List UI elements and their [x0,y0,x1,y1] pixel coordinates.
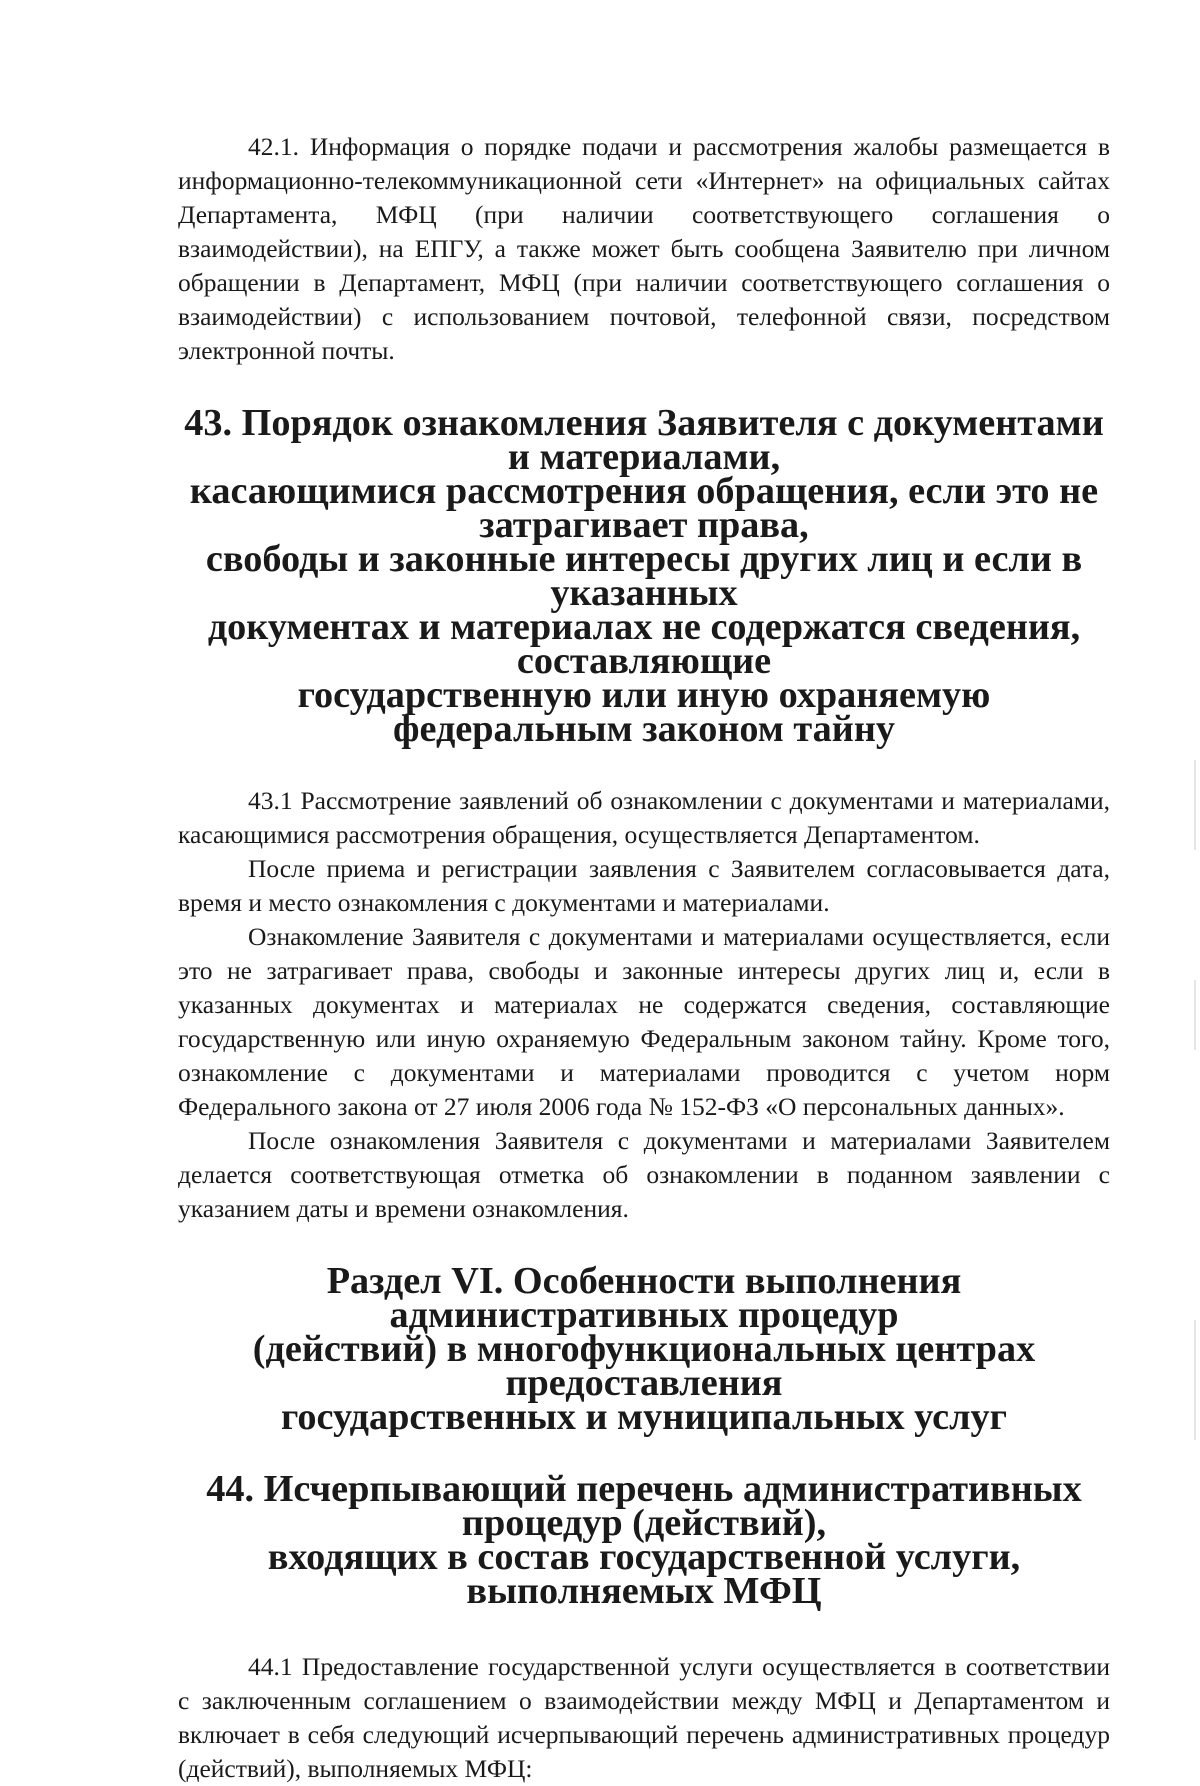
heading-line: касающимися рассмотрения обращения, если это не затрагивает права, [189,470,1099,546]
paragraph-43-3: Ознакомление Заявителя с документами и материалами осуществляется, если это не затрагивает права, свободы и законные интересы других лиц и, если в указанных документах и материалах не содержатся сведения, составляющие государственную или иную охраняемую Федеральным законом тайну. Кроме того, ознакомление с документами и материалами проводится с учетом норм Федерального закона от 27 июля 2006 года № 152-ФЗ «О персональных данных». [178,922,1110,1121]
scan-artifact [1194,760,1196,850]
heading-line: Раздел VI. Особенности выполнения административных процедур [326,1260,962,1336]
paragraph-43-4: После ознакомления Заявителя с документами и материалами Заявителем делается соответствующая отметка об ознакомлении в поданном заявлении с указанием даты и времени ознакомления. [178,1126,1110,1223]
paragraph-43-2: После приема и регистрации заявления с Заявителем согласовывается дата, время и место ознакомления с документами и материалами. [178,854,1110,917]
heading-line: документах и материалах не содержатся сведения, составляющие [207,606,1081,682]
heading-line: (действий) в многофункциональных центрах предоставления [252,1328,1036,1404]
heading-line: государственную или иную охраняемую федеральным законом тайну [297,674,991,750]
paragraph-44-1: 44.1 Предоставление государственной услуги осуществляется в соответствии с заключенным соглашением о взаимодействии между МФЦ и Департаментом и включает в себя следующий исчерпывающий перечень административных процедур (действий), выполняемых МФЦ: [178,1652,1110,1783]
heading-section-43 [178,402,1110,750]
document-body [178,130,1110,1786]
heading-line: 44. Исчерпывающий перечень административных процедур (действий), [206,1468,1082,1544]
paragraph-43-1: 43.1 Рассмотрение заявлений об ознакомлении с документами и материалами, касающимися рассмотрения обращения, осуществляется Департаментом. [178,786,1110,849]
scan-artifact [1194,1320,1196,1440]
heading-line: 43. Порядок ознакомления Заявителя с документами и материалами, [184,402,1104,478]
heading-section-6 [178,1260,1110,1438]
paragraph-42-1: 42.1. Информация о порядке подачи и рассмотрения жалобы размещается в информационно-телекоммуникационной сети «Интернет» на официальных сайтах Департамента, МФЦ (при наличии соответствующего соглашения о взаимодействии), на ЕПГУ, а также может быть сообщена Заявителю при личном обращении в Департамент, МФЦ (при наличии соответствующего соглашения о взаимодействии) с использованием почтовой, телефонной связи, посредством электронной почты. [178,132,1110,365]
heading-line: входящих в состав государственной услуги, выполняемых МФЦ [267,1536,1021,1612]
scan-artifact [1194,980,1196,1050]
heading-line: свободы и законные интересы других лиц и если в указанных [205,538,1083,614]
heading-section-44 [178,1468,1110,1612]
heading-line: государственных и муниципальных услуг [280,1396,1008,1438]
